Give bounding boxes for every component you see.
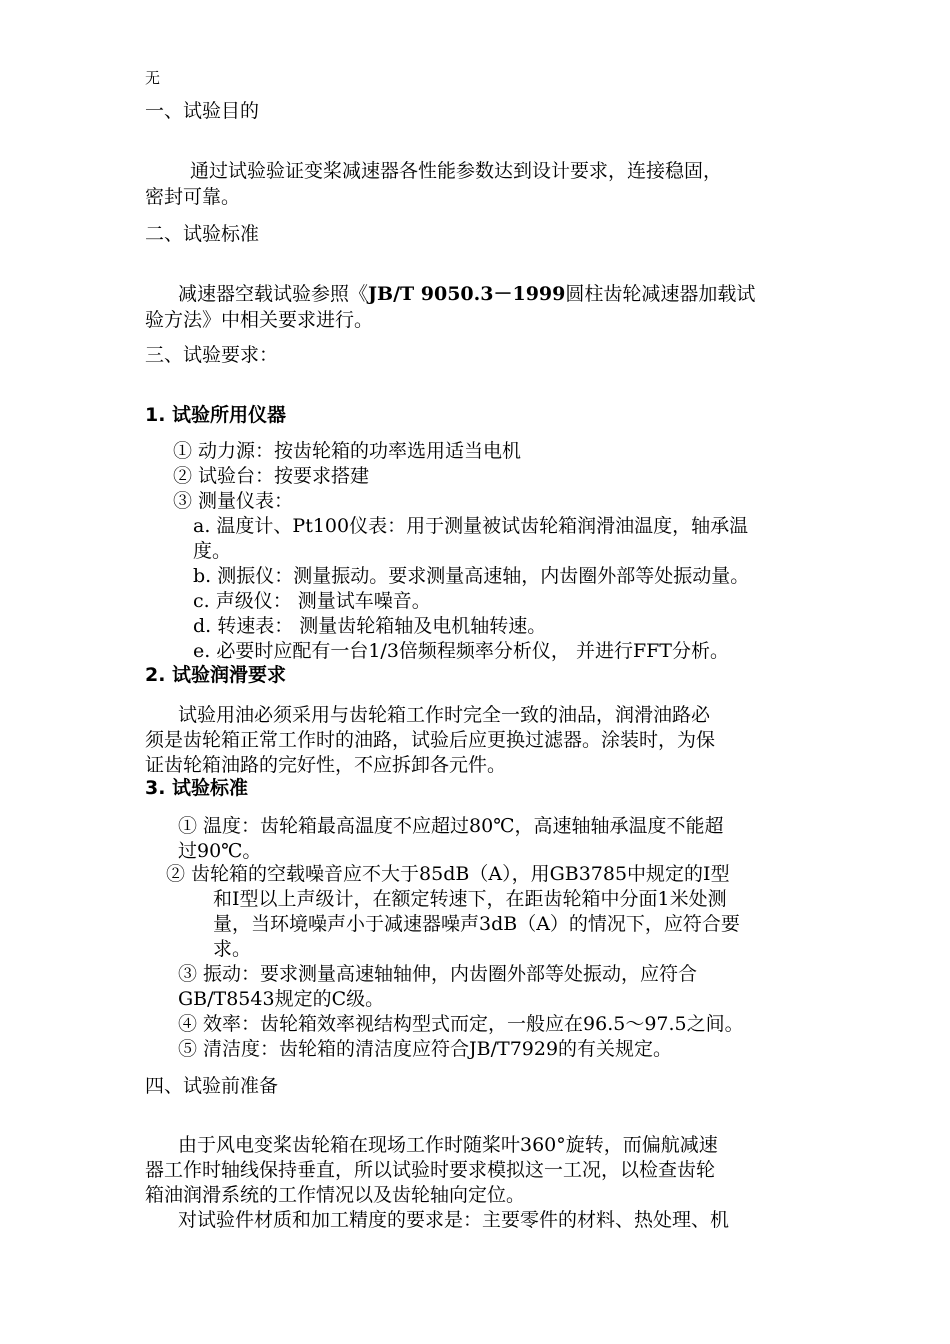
standard-code: JB/T 9050.3－1999 <box>368 283 566 305</box>
instrument-item: ③ 测量仪表： <box>173 490 294 512</box>
criteria-line: 和Ⅰ型以上声级计，在额定转速下，在距齿轮箱中分面1米处测 <box>213 888 727 910</box>
header-mark: 无 <box>145 69 161 87</box>
standard-text: 减速器空载试验参照《 <box>178 283 369 305</box>
preparation-line: 器工作时轴线保持垂直，所以试验时要求模拟这一工况，以检查齿轮 <box>145 1159 716 1181</box>
meter-item: a. 温度计、Pt100仪表：用于测量被试齿轮箱润滑油温度，轴承温 <box>193 515 749 537</box>
criteria-line: 量，当环境噪声小于减速器噪声3dB（A）的情况下，应符合要 <box>213 913 740 935</box>
section-title-requirements: 三、试验要求： <box>145 344 279 366</box>
section-title-purpose: 一、试验目的 <box>145 100 260 122</box>
criteria-line: ① 温度：齿轮箱最高温度不应超过80℃，高速轴轴承温度不能超 <box>178 815 724 837</box>
meter-item: b. 测振仪：测量振动。要求测量高速轴，内齿圈外部等处振动量。 <box>193 565 750 587</box>
lubrication-line: 证齿轮箱油路的完好性，不应拆卸各元件。 <box>145 754 507 776</box>
instrument-item: ② 试验台：按要求搭建 <box>173 465 370 487</box>
standard-text: 圆柱齿轮减速器加载试 <box>565 283 756 305</box>
criteria-line: 求。 <box>213 938 252 960</box>
meter-item: e. 必要时应配有一台1/3倍频程频率分析仪， 并进行FFT分析。 <box>193 640 729 662</box>
criteria-line: ⑤ 清洁度：齿轮箱的清洁度应符合JB/T7929的有关规定。 <box>178 1038 673 1060</box>
subsection-title-instruments: 1. 试验所用仪器 <box>145 404 287 426</box>
preparation-line: 由于风电变桨齿轮箱在现场工作时随桨叶360°旋转，而偏航减速 <box>178 1134 718 1156</box>
lubrication-line: 试验用油必须采用与齿轮箱工作时完全一致的油品，润滑油路必 <box>178 704 711 726</box>
purpose-paragraph-line: 密封可靠。 <box>145 186 241 208</box>
subsection-title-criteria: 3. 试验标准 <box>145 777 249 799</box>
lubrication-line: 须是齿轮箱正常工作时的油路，试验后应更换过滤器。涂装时，为保 <box>145 729 716 751</box>
meter-item: c. 声级仪： 测量试车噪音。 <box>193 590 431 612</box>
preparation-line: 箱油润滑系统的工作情况以及齿轮轴向定位。 <box>145 1184 526 1206</box>
section-title-standard: 二、试验标准 <box>145 223 260 245</box>
standard-paragraph-line: 验方法》中相关要求进行。 <box>145 309 374 331</box>
criteria-line: GB/T8543规定的C级。 <box>178 988 385 1010</box>
preparation-line: 对试验件材质和加工精度的要求是：主要零件的材料、热处理、机 <box>178 1209 730 1231</box>
subsection-title-lubrication: 2. 试验润滑要求 <box>145 664 287 686</box>
criteria-line: ③ 振动：要求测量高速轴轴伸，内齿圈外部等处振动，应符合 <box>178 963 698 985</box>
criteria-line: ② 齿轮箱的空载噪音应不大于85dB（A），用GB3785中规定的Ⅰ型 <box>166 863 730 885</box>
criteria-line: ④ 效率：齿轮箱效率视结构型式而定，一般应在96.5～97.5之间。 <box>178 1013 744 1035</box>
meter-item: d. 转速表： 测量齿轮箱轴及电机轴转速。 <box>193 615 547 637</box>
criteria-line: 过90℃。 <box>178 840 262 862</box>
instrument-item: ① 动力源：按齿轮箱的功率选用适当电机 <box>173 440 522 462</box>
section-title-preparation: 四、试验前准备 <box>145 1075 279 1097</box>
purpose-paragraph-line: 通过试验验证变桨减速器各性能参数达到设计要求，连接稳固， <box>190 160 723 182</box>
meter-item: 度。 <box>193 540 232 562</box>
standard-paragraph-line <box>178 282 755 306</box>
